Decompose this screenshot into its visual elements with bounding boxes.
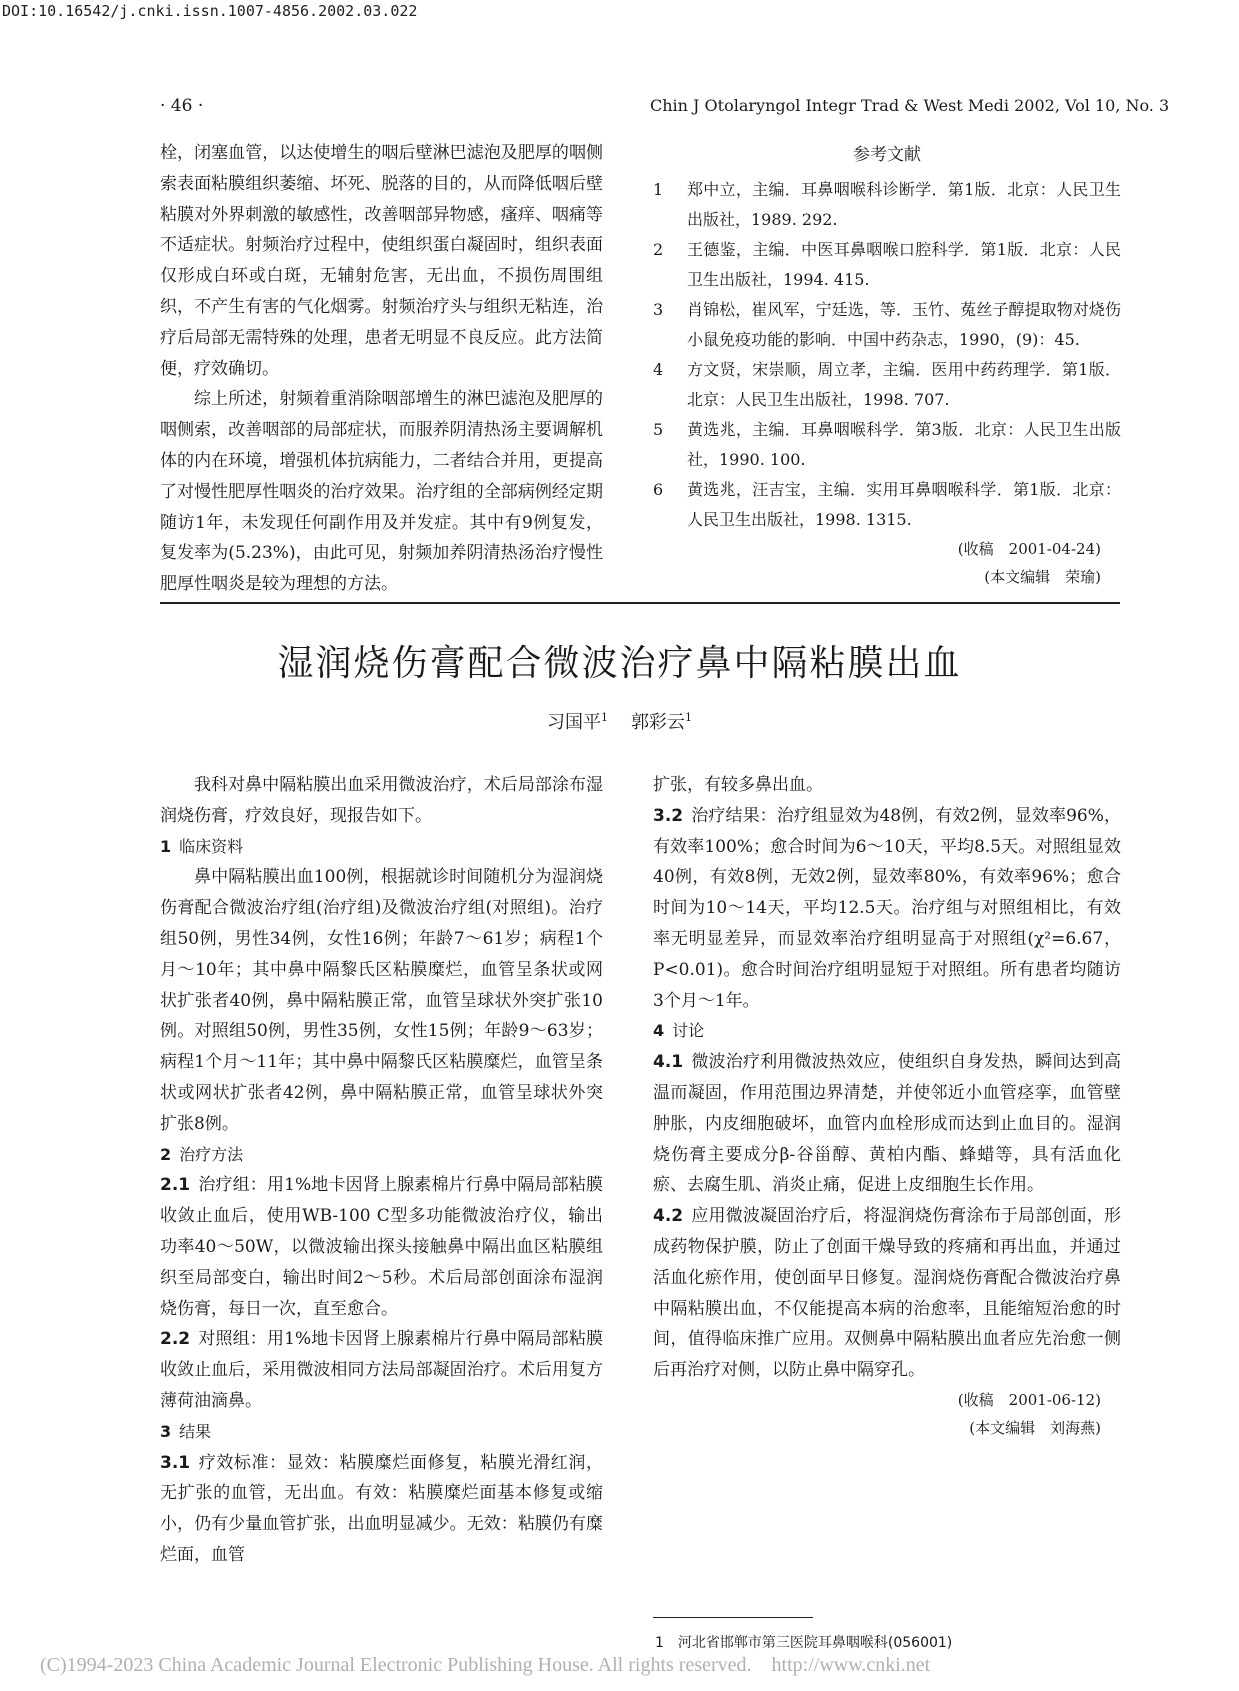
reference-item	[653, 175, 1121, 235]
subsection-paragraph	[653, 1047, 1121, 1201]
subsection-paragraph	[160, 1448, 603, 1571]
section-number: 3.2	[653, 805, 684, 826]
reference-text: 方文贤，宋崇顺，周立孝，主编．医用中药药理学．第1版．北京：人民卫生出版社，1998. 707.	[687, 359, 1121, 409]
section-number: 2	[160, 1144, 172, 1164]
subsection-paragraph	[653, 801, 1121, 1017]
section-number: 3	[160, 1421, 172, 1441]
section-text: 讨论	[672, 1021, 705, 1041]
affiliation-footnote: 1 河北省邯郸市第三医院耳鼻咽喉科(056001)	[655, 1635, 953, 1651]
section-heading	[160, 1140, 603, 1171]
authors: 习国平$^1$ 郭彩云$^1$	[547, 711, 692, 733]
subsection-paragraph	[160, 1170, 603, 1324]
page-number: · 46 ·	[160, 96, 204, 116]
references-title: 参考文献	[853, 145, 921, 165]
article-editor-note: (本文编辑 刘海燕)	[969, 1418, 1101, 1437]
subsection-paragraph	[160, 1324, 603, 1416]
section-text: 结果	[179, 1421, 212, 1441]
section-number: 2.2	[160, 1329, 191, 1350]
reference-item	[653, 475, 1121, 535]
section-number: 4.2	[653, 1206, 684, 1227]
section-number: 3.1	[160, 1452, 191, 1473]
reference-number: 1	[653, 179, 664, 199]
paragraph: 鼻中隔粘膜出血100例，根据就诊时间随机分为湿润烧伤膏配合微波治疗组(治疗组)及微波治疗组(对照组)。治疗组50例，男性34例，女性16例；年龄7～61岁；病程1个月～10年；其中鼻中隔黎氏区粘膜糜烂，血管呈条状或网状扩张者40例，鼻中隔粘膜正常，血管呈球状外突扩张10例。对照组50例，男性35例，女性15例；年龄9～63岁；病程1个月～11年；其中鼻中隔黎氏区粘膜糜烂，血管呈条状或网状扩张者42例，鼻中隔粘膜正常，血管呈球状外突扩张8例。	[160, 867, 603, 1134]
paragraph: 我科对鼻中隔粘膜出血采用微波治疗，术后局部涂布湿润烧伤膏，疗效良好，现报告如下。	[160, 775, 603, 826]
reference-text: 王德鉴，主编．中医耳鼻咽喉口腔科学．第1版．北京：人民卫生出版社，1994. 415.	[687, 239, 1121, 289]
section-number: 2.1	[160, 1175, 191, 1196]
article-left-column	[160, 770, 603, 1571]
received-date: (收稿 2001-04-24)	[957, 539, 1101, 558]
section-number: 1	[160, 836, 172, 856]
reference-text: 郑中立，主编．耳鼻咽喉科诊断学．第1版．北京：人民卫生出版社，1989. 292.	[687, 179, 1121, 229]
article-received-date: (收稿 2001-06-12)	[957, 1390, 1101, 1409]
reference-number: 6	[653, 479, 664, 499]
article-title: 湿润烧伤膏配合微波治疗鼻中隔粘膜出血	[277, 643, 962, 684]
author-2: 郭彩云	[630, 712, 685, 733]
author-1: 习国平	[547, 712, 602, 733]
editor-note: (本文编辑 荣瑜)	[984, 567, 1101, 586]
subsection-paragraph	[653, 1201, 1121, 1386]
reference-item	[653, 295, 1121, 355]
section-heading	[160, 832, 603, 863]
section-number: 4	[653, 1021, 665, 1041]
section-text: 治疗方法	[179, 1144, 244, 1164]
prev-article-body	[160, 138, 603, 600]
reference-list	[653, 175, 1121, 535]
section-text: 临床资料	[179, 836, 244, 856]
section-text: 疗效标准：显效：粘膜糜烂面修复，粘膜光滑红润，无扩张的血管，无出血。有效：粘膜糜烂面基本修复或缩小，仍有少量血管扩张，出血明显减少。无效：粘膜仍有糜烂面，血管	[160, 1452, 603, 1565]
section-text: 对照组：用1%地卡因肾上腺素棉片行鼻中隔局部粘膜收敛止血后，采用微波相同方法局部凝固治疗。术后用复方薄荷油滴鼻。	[160, 1329, 603, 1411]
paragraph: 综上所述，射频着重消除咽部增生的淋巴滤泡及肥厚的咽侧索，改善咽部的局部症状，而服养阴清热汤主要调解机体的内在环境，增强机体抗病能力，二者结合并用，更提高了对慢性肥厚性咽炎的治疗效果。治疗组的全部病例经定期随访1年，未发现任何副作用及并发症。其中有9例复发，复发率为(5.23%)，由此可见，射频加养阴清热汤治疗慢性肥厚性咽炎是较为理想的方法。	[160, 389, 603, 595]
reference-item	[653, 355, 1121, 415]
copyright-watermark: (C)1994-2023 China Academic Journal Electronic Publishing House. All rights reserved. http://www.cnki.net	[40, 1654, 931, 1676]
reference-text: 黄选兆，汪吉宝，主编．实用耳鼻咽喉科学．第1版．北京：人民卫生出版社，1998. 1315.	[687, 479, 1121, 529]
paragraph: 扩张，有较多鼻出血。	[653, 775, 823, 795]
article-right-column	[653, 770, 1121, 1442]
section-number: 4.1	[653, 1052, 684, 1073]
doi-line: DOI:10.16542/j.cnki.issn.1007-4856.2002.03.022	[2, 2, 418, 20]
section-heading	[653, 1016, 1121, 1047]
reference-number: 2	[653, 239, 664, 259]
reference-item	[653, 235, 1121, 295]
paragraph: 栓，闭塞血管，以达使增生的咽后壁淋巴滤泡及肥厚的咽侧索表面粘膜组织萎缩、坏死、脱落的目的，从而降低咽后壁粘膜对外界刺激的敏感性，改善咽部异物感，瘙痒、咽痛等不适症状。射频治疗过程中，使组织蛋白凝固时，组织表面仅形成白环或白斑，无辅射危害，无出血，不损伤周围组织，不产生有害的气化烟雾。射频治疗头与组织无粘连，治疗后局部无需特殊的处理，患者无明显不良反应。此方法简便，疗效确切。	[160, 143, 603, 379]
reference-number: 5	[653, 419, 664, 439]
references-block	[653, 140, 1121, 591]
footnote-rule	[653, 1617, 813, 1618]
reference-number: 3	[653, 299, 664, 319]
section-divider	[160, 602, 1120, 604]
section-text: 微波治疗利用微波热效应，使组织自身发热，瞬间达到高温而凝固，作用范围边界清楚，并使邻近小血管痉挛，血管壁肿胀，内皮细胞破坏，血管内血栓形成而达到止血目的。湿润烧伤膏主要成分β-谷甾醇、黄柏内酯、蜂蜡等，具有活血化瘀、去腐生肌、消炎止痛，促进上皮细胞生长作用。	[653, 1052, 1121, 1196]
section-text: 治疗组：用1%地卡因肾上腺素棉片行鼻中隔局部粘膜收敛止血后，使用WB-100 C型多功能微波治疗仪，输出功率40～50W，以微波输出探头接触鼻中隔出血区粘膜组织至局部变白，输出时间2～5秒。术后局部创面涂布湿润烧伤膏，每日一次，直至愈合。	[160, 1175, 603, 1319]
section-text: 治疗结果：治疗组显效为48例，有效2例，显效率96%，有效率100%；愈合时间为6～10天，平均8.5天。对照组显效40例，有效8例，无效2例，显效率80%，有效率96%；愈合时间为10～14天，平均12.5天。治疗组与对照组相比，有效率无明显差异，而显效率治疗组明显高于对照组(χ²=6.67，P<0.01)。愈合时间治疗组明显短于对照组。所有患者均随访3个月～1年。	[653, 805, 1121, 1011]
reference-text: 黄选兆，主编．耳鼻咽喉科学．第3版．北京：人民卫生出版社，1990. 100.	[687, 419, 1121, 469]
journal-header: Chin J Otolaryngol Integr Trad & West Medi 2002, Vol 10, No. 3	[650, 96, 1170, 115]
section-text: 应用微波凝固治疗后，将湿润烧伤膏涂布于局部创面，形成药物保护膜，防止了创面干燥导致的疼痛和再出血，并通过活血化瘀作用，使创面早日修复。湿润烧伤膏配合微波治疗鼻中隔粘膜出血，不仅能提高本病的治愈率，且能缩短治愈的时间，值得临床推广应用。双侧鼻中隔粘膜出血者应先治愈一侧后再治疗对侧，以防止鼻中隔穿孔。	[653, 1206, 1121, 1381]
reference-number: 4	[653, 359, 664, 379]
reference-text: 肖锦松，崔风军，宁廷选，等．玉竹、菟丝子醇提取物对烧伤小鼠免疫功能的影响．中国中药杂志，1990，(9)：45.	[687, 299, 1121, 349]
section-heading	[160, 1417, 603, 1448]
reference-item	[653, 415, 1121, 475]
